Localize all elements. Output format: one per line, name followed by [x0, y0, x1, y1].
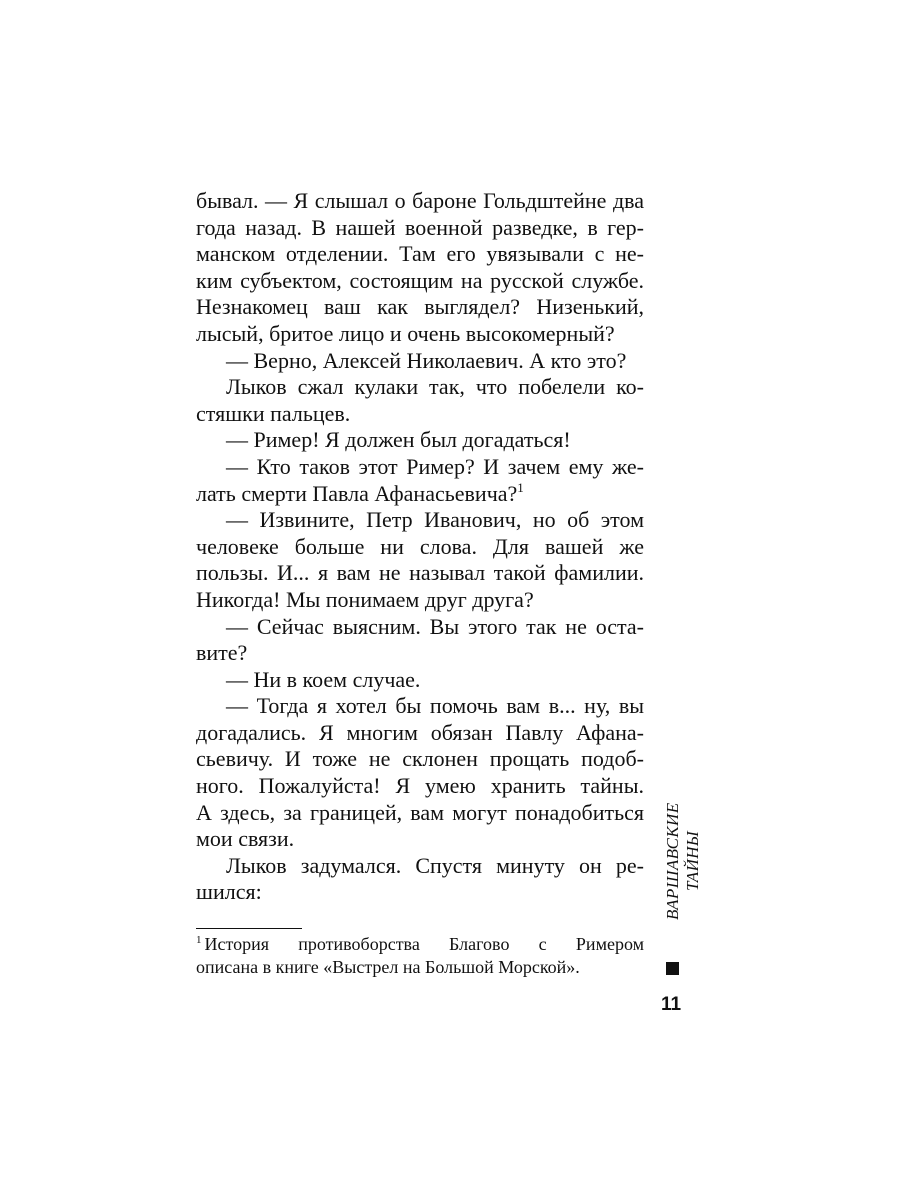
text-line: — Извините, Петр Иванович, но об этом — [226, 507, 644, 533]
text-line: Никогда! Мы понимаем друг друга? — [196, 586, 534, 612]
footnote-line-1: $^1$ История противоборства Благово с Римером — [196, 934, 644, 954]
footnote-ref[interactable]: 1 — [517, 479, 524, 495]
footnote-line-2: описана в книге «Выстрел на Большой Морской». — [196, 957, 580, 977]
text-line: — Кто таков этот Ример? И зачем ему же- — [226, 453, 644, 479]
text-line: мои связи. — [196, 826, 295, 852]
square-bullet-icon — [666, 962, 679, 975]
text-line: — Сейчас выясним. Вы этого так не оста- — [226, 613, 644, 639]
text-line: ного. Пожалуйста! Я умею хранить тайны. — [196, 773, 644, 799]
text-line: Незнакомец ваш как выглядел? Низенький, — [196, 294, 644, 320]
text-line: Лыков сжал кулаки так, что побелели ко- — [226, 374, 644, 400]
text-line: — Ни в коем случае. — [226, 666, 421, 692]
text-line: вите? — [196, 640, 248, 666]
text-line: — Тогда я хотел бы помочь вам в... ну, вы — [226, 693, 644, 719]
text-line: — Ример! Я должен был догадаться! — [226, 427, 571, 453]
text-line: человеке больше ни слова. Для вашей же — [196, 533, 644, 559]
text-line: лысый, бритое лицо и очень высокомерный? — [196, 320, 615, 346]
page-number: 11 — [660, 994, 682, 1015]
text-line: года назад. В нашей военной разведке, в гер- — [196, 214, 644, 240]
text-line: стяшки пальцев. — [196, 400, 351, 426]
text-line: бывал. — Я слышал о бароне Гольдштейне два — [196, 188, 644, 213]
text-line: Лыков задумался. Спустя минуту он ре- — [226, 852, 644, 878]
running-title: ВАРШАВСКИЕ ТАЙНЫ — [663, 802, 702, 920]
text-line: шился: — [196, 879, 262, 905]
footnote-number: 1 — [196, 934, 202, 946]
text-line: — Верно, Алексей Николаевич. А кто это? — [226, 347, 627, 373]
text-line: догадались. Я многим обязан Павлу Афана- — [196, 719, 644, 745]
text-line: манском отделении. Там его увязывали с не- — [196, 241, 644, 267]
text-line: сьевичу. И тоже не склонен прощать подоб- — [196, 746, 644, 772]
footnote — [196, 933, 644, 979]
text-line: пользы. И... я вам не называл такой фамилии. — [196, 560, 644, 586]
text-line: ким субъектом, состоящим на русской службе. — [196, 267, 644, 293]
footnote-separator — [196, 928, 302, 929]
text-line: лать смерти Павла Афанасьевича?$^1$ — [196, 479, 524, 506]
body-text — [196, 188, 644, 906]
text-line: А здесь, за границей, вам могут понадобиться — [196, 799, 644, 825]
